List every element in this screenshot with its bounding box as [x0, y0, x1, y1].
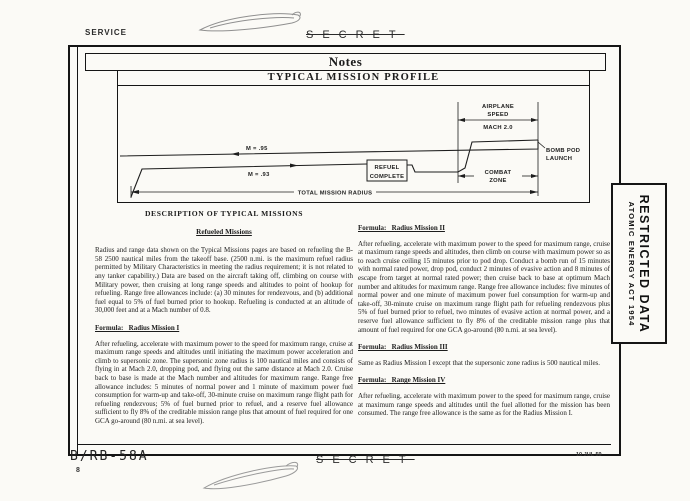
total-mission-radius-label: TOTAL MISSION RADIUS: [297, 190, 373, 197]
inner-border-bottom: [77, 444, 611, 445]
service-label: SERVICE: [85, 28, 127, 37]
restricted-data-stamp: [611, 183, 667, 344]
formula-radius-mission-1-title: Formula: Radius Mission I: [95, 323, 180, 332]
bomb-pod-launch-label-1: BOMB POD: [546, 148, 581, 154]
refuel-complete-label-2: COMPLETE: [369, 174, 405, 180]
secret-classification-bottom: SECRET: [316, 454, 415, 466]
inner-border-left: [77, 45, 78, 454]
airplane-speed-label-1: AIRPLANE: [481, 104, 515, 110]
left-text-column: [95, 210, 353, 433]
airplane-speed-label-2: SPEED: [487, 112, 509, 118]
combat-zone-label-2: ZONE: [489, 178, 507, 184]
formula-range-mission-4-title: Formula: Range Mission IV: [358, 376, 446, 385]
aircraft-sketch-bottom: [198, 458, 303, 496]
mach-2-label: MACH 2.0: [483, 125, 513, 131]
notes-header: Notes: [85, 53, 606, 71]
mach-outbound-label: M = .93: [248, 172, 270, 178]
mach-return-label: M = .95: [246, 146, 268, 152]
refueled-missions-paragraph: Radius and range data shown on the Typical Missions pages are based on refueling the B-58 2500 nautical miles from the takeoff base. (2500 n.mi. is the maximum refuel radius permitted by Military Characteristics in meeting the radius requirement; it is not related to any tanker capability.) Data are based on the aircraft taking off, climbing on course with Military power, then cruising at long range speeds and altitudes to point of hookup for refueling. Range free allowances include: (a) 30 minutes for rendezvous, and (b) additional fuel equal to 5% of fuel burned prior to hookup. Refueling is conducted at an altitude of 30,000 feet and at a Mach number of 0.8.: [95, 246, 353, 315]
formula-radius-mission-3-title: Formula: Radius Mission III: [358, 343, 448, 352]
date-stamp: 10 JUL 59: [576, 452, 602, 458]
atomic-energy-act-label: ATOMIC ENERGY ACT 1954: [627, 201, 636, 326]
restricted-data-label: RESTRICTED DATA: [637, 194, 651, 333]
range-mission-4-paragraph: After refueling, accelerate with maximum power to the speed for maximum range, cruise at maximum range speeds and altitudes until the fuel allotted for the mission has been consumed. The range free allowance is the same as for the Radius Mission I.: [358, 391, 610, 418]
refueled-missions-title: Refueled Missions: [196, 227, 252, 236]
diagram-title: TYPICAL MISSION PROFILE: [118, 71, 589, 86]
bomb-pod-launch-label-2: LAUNCH: [546, 156, 573, 162]
radius-mission-2-paragraph: After refueling, accelerate with maximum power to the speed for maximum range, cruise at maximum range speeds and altitudes, then climb on course with maximum power so as to reach cruise ceiling 15 minutes prior to pod drop. Conduct a bomb run of 15 minutes with normal rated power, drop pod, conduct 2 minutes of evasive action and 8 minutes of escape from target at normal rated power; then cruise back to base at optimum Mach number and altitudes for maximum range. Range free allowance includes: five minutes of normal power and one minute of maximum power fuel consumption for warm-up and take-off, 30-minute cruise on maximum range flight path for refueling rendezvous plus 5% of fuel burned prior to refuel, two minutes of evasive action at normal power, and a reserve fuel allowance sufficient to fly 8% of the creditable mission range plus that amount of fuel required for one GCA go-around (80 n.mi. at sea level).: [358, 239, 610, 334]
aircraft-sketch-top: [196, 9, 306, 39]
radius-mission-3-paragraph: Same as Radius Mission I except that the supersonic zone radius is 500 nautical miles.: [358, 358, 601, 367]
refuel-complete-label-1: REFUEL: [374, 165, 400, 171]
right-text-column: [358, 224, 610, 426]
combat-zone-label-1: COMBAT: [484, 170, 512, 176]
secret-classification-top: SECRET: [306, 29, 405, 41]
formula-radius-mission-2-title: Formula: Radius Mission II: [358, 224, 445, 232]
aircraft-model-label: B/RB-58A: [70, 449, 149, 464]
page-number: 8: [76, 467, 80, 474]
description-title: DESCRIPTION OF TYPICAL MISSIONS: [144, 209, 304, 218]
radius-mission-1-paragraph: After refueling, accelerate with maximum power to the speed for maximum range, cruise at maximum range speeds and altitudes until initiating the maximum power acceleration and climb to supersonic zone. The supersonic zone radius is 100 nautical miles and consists of flying in at Mach 2.0, dropping pod, and flying out the same distance at Mach 2.0. Cruise back to base is made at the Mach number and altitudes for maximum range. Range free allowance includes: 5 minutes of normal power and 1 minute of maximum power fuel consumption for warm-up and take-off, 30-minute cruise on maximum range flight path for refueling rendezvous; 5% of fuel burned prior to refuel, and a reserve fuel allowance sufficient to fly 8% of the creditable mission range plus that amount of fuel required for one GCA go-around (80 n.mi. at sea level).: [95, 339, 353, 425]
mission-profile-diagram: [117, 70, 590, 203]
mission-profile-plot: [118, 86, 586, 200]
